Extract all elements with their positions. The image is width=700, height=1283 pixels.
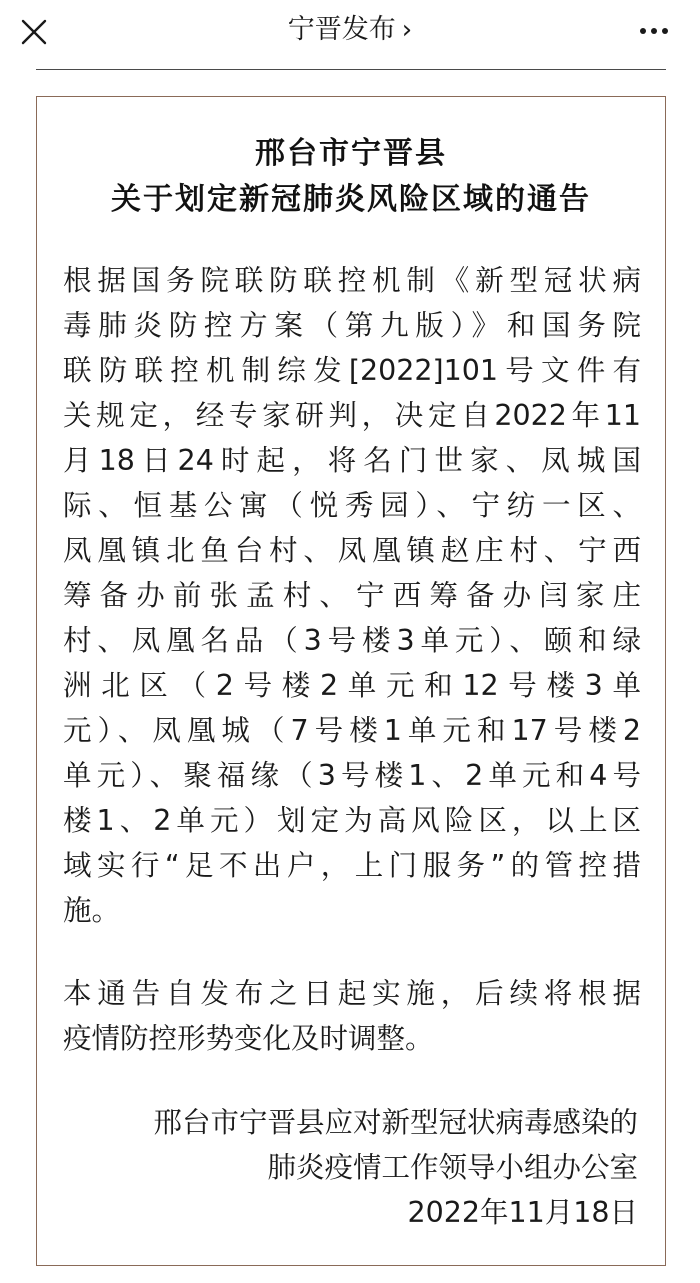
paragraph2-line: 疫情防控形势变化及时调整。: [63, 1022, 434, 1055]
paragraph1-line: 联防联控机制综发[2022]101号文件有: [63, 354, 641, 387]
paragraph1-line: 洲北区（2号楼2单元和12号楼3单: [63, 669, 641, 702]
notice-date: 2022年11月18日: [407, 1196, 638, 1229]
more-options-button[interactable]: [636, 17, 672, 45]
paragraph1-line: 根据国务院联防联控机制《新型冠状病: [63, 264, 641, 297]
chevron-right-icon: ›: [401, 15, 413, 45]
account-name-link[interactable]: [0, 13, 700, 47]
paragraph1-line: 凤凰镇北鱼台村、凤凰镇赵庄村、宁西: [63, 534, 641, 567]
paragraph1-line: 关规定，经专家研判，决定自2022年11: [63, 399, 641, 432]
paragraph1-line: 毒肺炎防控方案（第九版）》和国务院: [63, 309, 641, 342]
paragraph2-line: 本通告自发布之日起实施，后续将根据: [63, 977, 641, 1010]
notice-title-line1: 邢台市宁晋县: [255, 136, 447, 171]
paragraph1-line: 元）、凤凰城（7号楼1单元和17号楼2: [63, 714, 641, 747]
paragraph1-line: 楼1、2单元）划定为高风险区，以上区: [63, 804, 641, 837]
paragraph1-line: 单元）、聚福缘（3号楼1、2单元和4号: [63, 759, 641, 792]
paragraph1-line: 村、凤凰名品（3号楼3单元）、颐和绿: [63, 624, 641, 657]
paragraph1-line: 域实行“足不出户，上门服务”的管控措: [63, 849, 641, 882]
issuer-line1: 邢台市宁晋县应对新型冠状病毒感染的: [153, 1106, 638, 1139]
top-navigation-bar: [0, 0, 700, 62]
issuer-line2: 肺炎疫情工作领导小组办公室: [267, 1151, 638, 1184]
paragraph1-line: 际、恒基公寓（悦秀园）、宁纺一区、: [63, 489, 641, 522]
account-name: 宁晋发布: [287, 14, 396, 45]
paragraph1-line: 筹备办前张孟村、宁西筹备办闫家庄: [63, 579, 641, 612]
paragraph1-line: 施。: [63, 894, 121, 927]
more-icon: [639, 27, 669, 35]
notice-document: [36, 96, 666, 1266]
header-divider: [36, 69, 666, 70]
paragraph1-line: 月18日24时起，将名门世家、凤城国: [63, 444, 641, 477]
notice-title-line2: 关于划定新冠肺炎风险区域的通告: [111, 182, 591, 217]
